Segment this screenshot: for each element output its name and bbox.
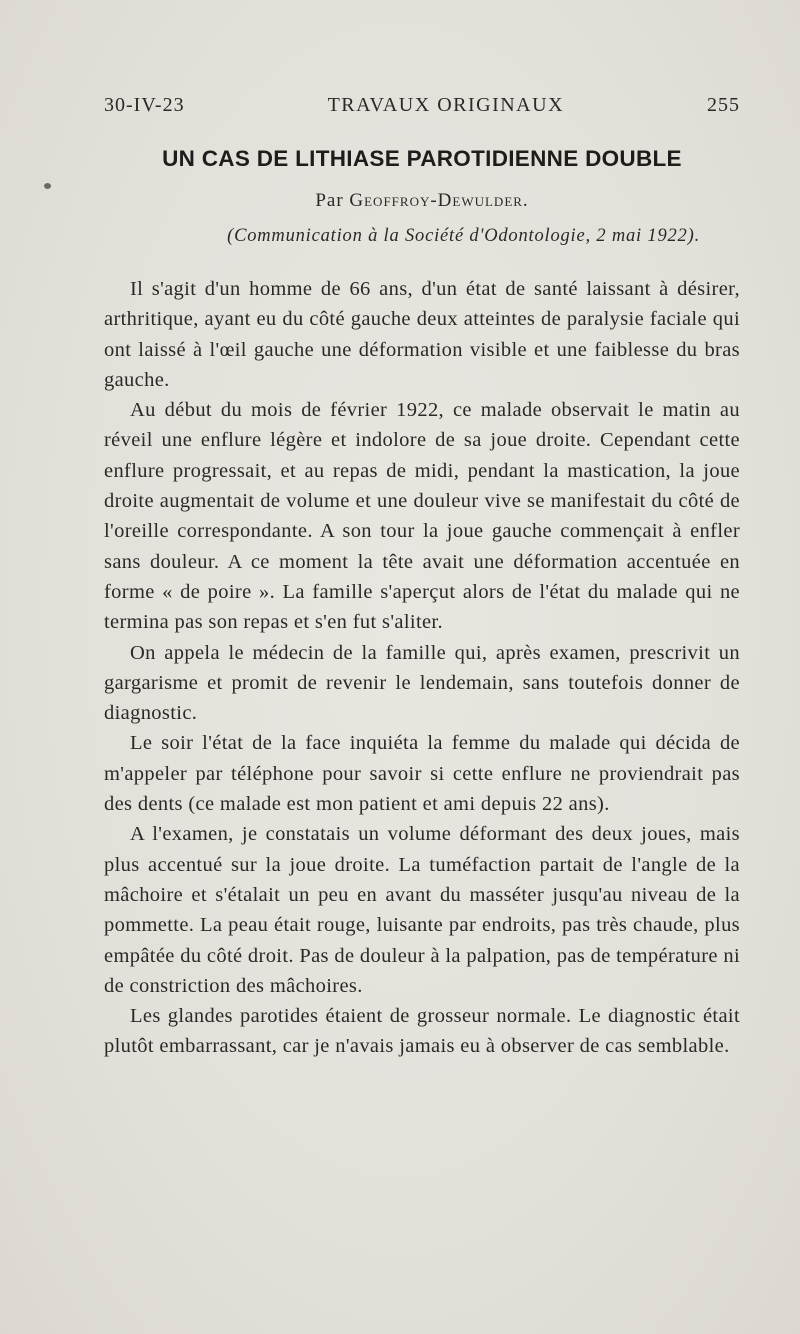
article-title: UN CAS DE LITHIASE PAROTIDIENNE DOUBLE: [162, 146, 682, 171]
running-head-date: 30-IV-23: [104, 94, 185, 116]
running-head: [104, 94, 740, 122]
author-prefix: Par: [315, 190, 344, 211]
communication-note: (Communication à la Société d'Odontologie, 2 mai 1922).: [227, 226, 700, 246]
article-body: [104, 274, 740, 1062]
paragraph: A l'examen, je constatais un volume déformant des deux joues, mais plus accentué sur la joue droite. La tuméfaction partait de l'angle de la mâchoire et s'étalait un peu en avant du masséter jusqu'au niveau de la pommette. La peau était rouge, luisante par endroits, pas très chaude, plus empâtée du côté droit. Pas de douleur à la palpation, pas de température ni de constriction des mâchoires.: [104, 823, 740, 997]
paragraph: Au début du mois de février 1922, ce malade observait le matin au réveil une enflure légère et indolore de sa joue droite. Cependant cette enflure progressait, et au repas de midi, pendant la mastication, la joue droite augmentait de volume et une douleur vive se manifestait du côté de l'oreille correspondante. A son tour la joue gauche commençait à enfler sans douleur. A ce moment la tête avait une déformation accentuée en forme « de poire ». La famille s'aperçut alors de l'état du malade qui ne termina pas son repas et s'en fut s'aliter.: [104, 399, 740, 634]
author-line: [104, 190, 740, 212]
running-head-section: TRAVAUX ORIGINAUX: [327, 94, 565, 116]
author-name: Geoffroy-Dewulder.: [349, 190, 529, 211]
paragraph: On appela le médecin de la famille qui, après examen, prescrivit un gargarisme et promit de revenir le lendemain, sans toutefois donner de diagnostic.: [104, 641, 740, 725]
page-number: 255: [707, 94, 740, 116]
paragraph: Le soir l'état de la face inquiéta la femme du malade qui décida de m'appeler par téléphone pour savoir si cette enflure ne proviendrait pas des dents (ce malade est mon patient et ami depuis 22 ans).: [104, 732, 740, 816]
paragraph: Les glandes parotides étaient de grosseur normale. Le diagnostic était plutôt embarrassant, car je n'avais jamais eu à observer de cas semblable.: [104, 1005, 740, 1058]
ink-speck: [44, 183, 51, 189]
paragraph: Il s'agit d'un homme de 66 ans, d'un état de santé laissant à désirer, arthritique, ayant eu du côté gauche deux atteintes de paralysie faciale qui ont laissé à l'œil gauche une déformation visible et une faiblesse du bras gauche.: [104, 278, 740, 391]
